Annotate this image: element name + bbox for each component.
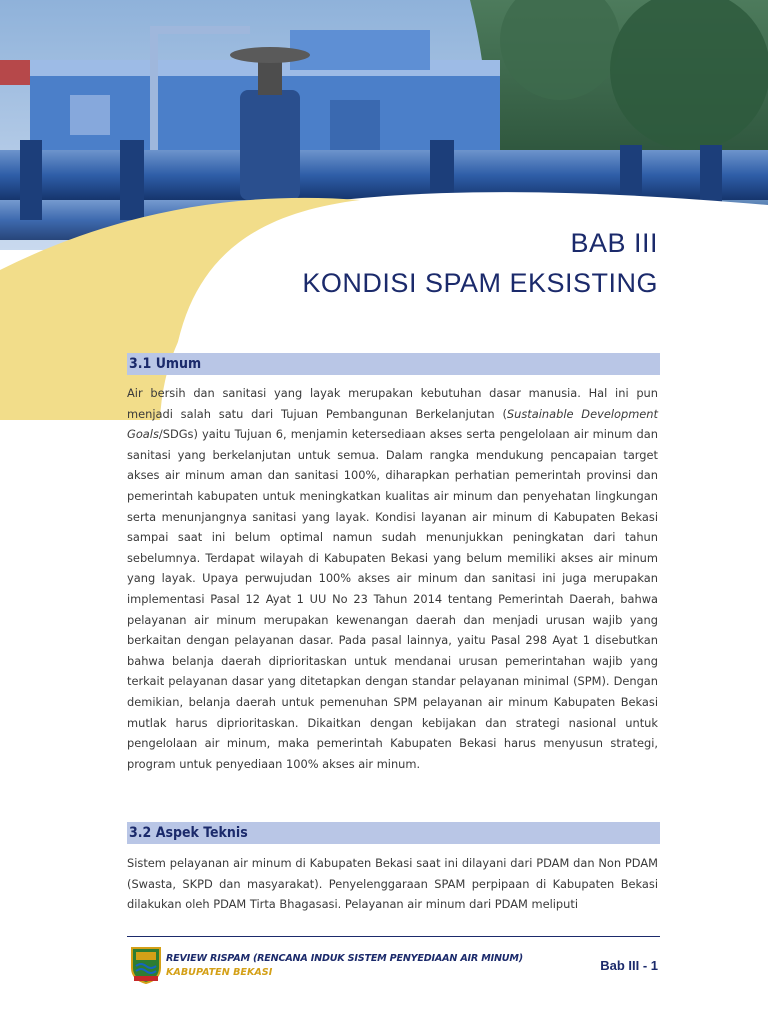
chapter-title: KONDISI SPAM EKSISTING: [302, 268, 658, 298]
kabupaten-logo-icon: [130, 946, 162, 984]
section-paragraph-aspek-teknis: Sistem pelayanan air minum di Kabupaten Bekasi saat ini dilayani dari PDAM dan Non PDAM (Swasta, SKPD dan masyarakat). Penyelenggaraan SPAM perpipaan di Kabupaten Bekasi dilakukan oleh PDAM Tirta Bhagasasi. Pelayanan air minum dari PDAM meliputi: [127, 856, 658, 912]
section-heading-aspek-teknis: 3.2 Aspek Teknis: [127, 822, 660, 844]
footer-region: KABUPATEN BEKASI: [166, 967, 273, 978]
footer-divider: [127, 936, 660, 937]
section-heading-umum: 3.1 Umum: [127, 353, 660, 375]
chapter-number: BAB III: [570, 228, 658, 258]
paragraph-italic-text: Sustainable Development Goals: [127, 406, 658, 442]
page-number: Bab III - 1: [600, 958, 658, 973]
paragraph-text: /SDGs) yaitu Tujuan 6, menjamin ketersediaan akses serta pengelolaan air minum dan sanitasi yang berkelanjutan untuk semua. Dalam rangka mendukung pencapaian target akses air minum aman dan sanitasi 100%, diharapkan perhatian pemerintah provinsi dan pemerintah kabupaten untuk meningkatkan kualitas air minum dan penyehatan lingkungan serta menunjangnya sanitasi yang layak. Kondisi layanan air minum di Kabupaten Bekasi sampai saat ini belum optimal namun sudah menunjukkan peningkatan dari tahun sebelumnya. Terdapat wilayah di Kabupaten Bekasi yang belum memiliki akses air minum yang layak. Upaya perwujudan 100% akses air minum dan sanitasi ini juga merupakan implementasi Pasal 12 Ayat 1 UU No 23 Tahun 2014 tentang Pemerintah Daerah, bahwa pelayanan air minum merupakan kewenangan daerah dan menjadi urusan wajib yang berkaitan dengan pelayanan dasar. Pada pasal lainnya, yaitu Pasal 298 Ayat 1 disebutkan bahwa belanja daerah diprioritaskan untuk mendanai urusan pemerintahan wajib yang terkait pelayanan dasar yang ditetapkan dengan standar pelayanan minimal (SPM). Dengan demikian, belanja daerah untuk pemenuhan SPM pelayanan air minum Kabupaten Bekasi mutlak harus diprioritaskan. Dikaitkan dengan kebijakan dan strategi nasional untuk pengelolaan air minum, maka pemerintah Kabupaten Bekasi harus menyusun strategi, program untuk penyediaan 100% akses air minum.: [127, 427, 658, 771]
footer-document-title: REVIEW RISPAM (RENCANA INDUK SISTEM PENYEDIAAN AIR MINUM): [166, 953, 523, 964]
paragraph-text: Air bersih dan sanitasi yang layak merupakan kebutuhan dasar manusia. Hal ini pun menjadi salah satu dari Tujuan Pembangunan Berkelanjutan (: [127, 386, 658, 421]
section-paragraph-umum: [127, 383, 658, 774]
